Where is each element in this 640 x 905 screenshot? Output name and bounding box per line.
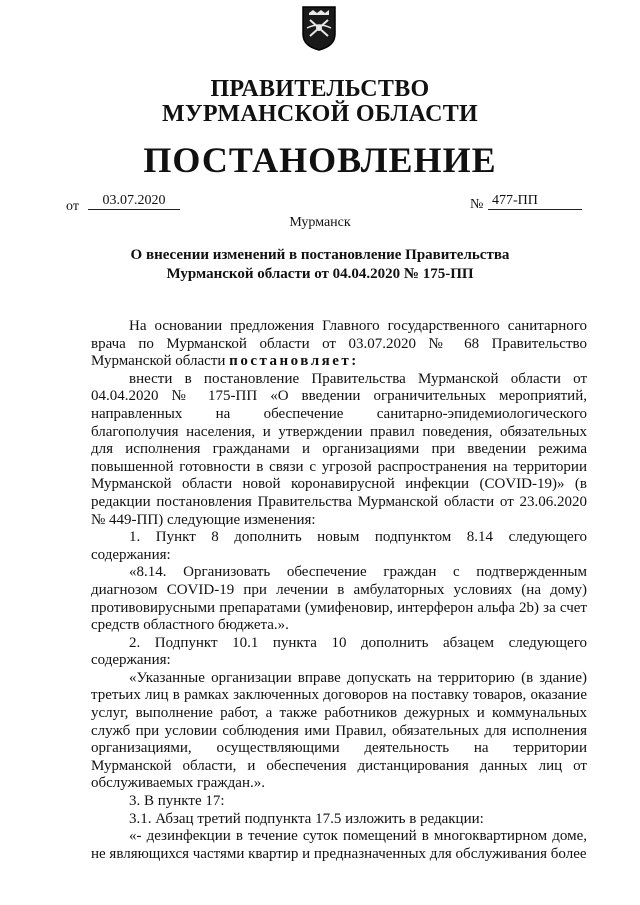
paragraph-quote: «Указанные организации вправе допускать на территорию (в здание) третьих лиц в рамках заключенных договоров на поставку товаров, оказание услуг, выполнение работ, а также работников дежурных и коммунальных служб при условии соблюдения ими Правил, обязательных для исполнения организациями, осуществляющими деятельность на территории Мурманской области, и обеспечения дистанцирования данных лиц от обслуживаемых граждан.». <box>91 669 587 792</box>
paragraph-item-3-1: 3.1. Абзац третий подпункта 17.5 изложить в редакции: <box>129 810 484 827</box>
document-body <box>91 318 587 863</box>
paragraph-item-3: 3. В пункте 17: <box>129 793 225 810</box>
subject-line1: О внесении изменений в постановление Правительства <box>130 247 510 263</box>
paragraph-amend: внести в постановление Правительства Мурманской области от 04.04.2020 № 175-ПП «О введении ограничительных мероприятий, направленных на обеспечение санитарно-эпидемиологического благополучия населения, и утверждении правил поведения, обязательных для исполнения гражданами и организациями при введении режима повышенной готовности в связи с угрозой распространения на территории Мурманской области новой коронавирусной инфекции (COVID-19)» (в редакции постановления Правительства Мурманской области от 23.06.2020 № 449-ПП) следующие изменения: <box>91 370 587 528</box>
date-prefix: от <box>66 199 79 214</box>
basis-text: На основании предложения Главного государственного санитарного врача по Мурманской области от 03.07.2020 № 68 Правительство Мурманской области <box>91 318 587 370</box>
coat-of-arms-icon <box>300 4 338 52</box>
paragraph-item-2: 2. Подпункт 10.1 пункта 10 дополнить абзацем следующего содержания: <box>91 634 587 669</box>
resolves-word: постановляет: <box>229 353 359 370</box>
paragraph-item-1: 1. Пункт 8 дополнить новым подпунктом 8.14 следующего содержания: <box>91 529 587 563</box>
document-type: ПОСТАНОВЛЕНИЕ <box>143 140 497 180</box>
number-prefix: № <box>470 197 484 212</box>
paragraph-basis <box>91 318 587 371</box>
paragraph-item-8-14: «8.14. Организовать обеспечение граждан с подтвержденным диагнозом COVID-19 при лечении в амбулаторных условиях (на дому) противовирусными препаратами (умифеновир, интерферон альфа 2b) за счет средств областного бюджета.». <box>91 564 587 634</box>
government-name-line2: МУРМАНСКОЙ ОБЛАСТИ <box>162 101 478 127</box>
city: Мурманск <box>289 215 351 230</box>
document-date: 03.07.2020 <box>88 193 180 210</box>
paragraph-disinfection: «- дезинфекции в течение суток помещений в многоквартирном доме, не являющихся частями квартир и предназначенных для обслуживания более <box>91 828 587 862</box>
document-subject <box>0 246 640 284</box>
document-number: 477-ПП <box>488 193 582 210</box>
subject-line2: Мурманской области от 04.04.2020 № 175-ПП <box>166 266 474 282</box>
government-name-line1: ПРАВИТЕЛЬСТВО <box>210 76 430 102</box>
